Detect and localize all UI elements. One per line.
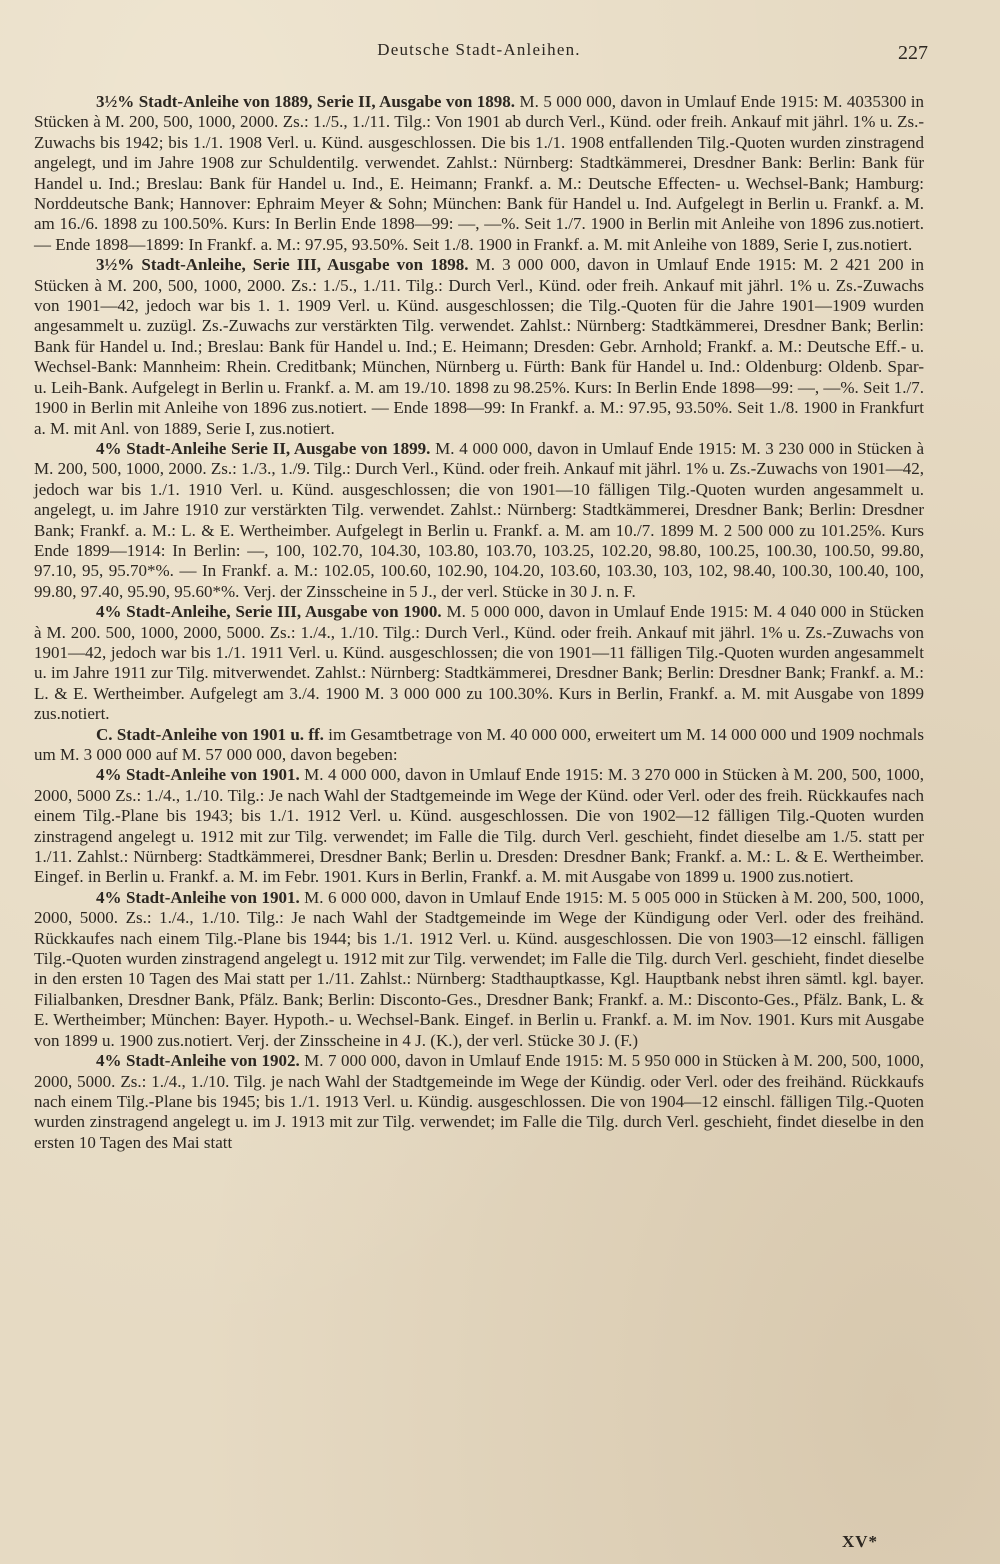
entry-heading: 4% Stadt-Anleihe Serie II, Ausgabe von 1899. <box>96 438 431 458</box>
entry-heading: 4% Stadt-Anleihe von 1902. <box>96 1051 300 1071</box>
entry-text: M. 5 000 000, davon in Umlauf Ende 1915: M. 4035300 in Stücken à M. 200, 500, 1000, 2000. Zs.: 1./5., 1./11. Tilg.: Von 1901 ab durch Verl., Künd. oder freih. Ankauf mit jährl. 1% u. Zs.-Zuwachs bis 1942; bis 1./1. 1908 Verl. u. Künd. ausgeschlossen. Die bis 1./1. 1908 entfallenden Tilg.-Quoten wurden zinstragend angelegt, und im Jahre 1908 zur Schuldentilg. verwendet. Zahlst.: Nürnberg: Stadtkämmerei, Dresdner Bank: Berlin: Bank für Handel u. Ind.; Breslau: Bank für Handel u. Ind., E. Heimann; Frankf. a. M.: Deutsche Effecten- u. Wechsel-Bank; Hamburg: Norddeutsche Bank; Hannover: Ephraim Meyer & Sohn; München: Bank für Handel u. Ind. Aufgelegt in Berlin u. Frankf. a. M. am 16./6. 1898 zu 100.50%. Kurs: In Berlin Ende 1898—99: —, —%. Seit 1./7. 1900 in Berlin mit Anleihe von 1896 zus.notiert. — Ende 1898—1899: In Frankf. a. M.: 97.95, 93.50%. Seit 1./8. 1900 in Frankf. a. M. mit Anleihe von 1889, Serie I, zus.notiert. <box>34 92 924 254</box>
entry-text: M. 4 000 000, davon in Umlauf Ende 1915: M. 3 270 000 in Stücken à M. 200, 500, 1000, 2000, 5000 Zs.: 1./4., 1./10. Tilg.: Je nach Wahl der Stadtgemeinde im Wege der Künd. oder Verl. oder des freih. Rückkaufes nach einem Tilg.-Plane bis 1943; bis 1./1. 1912 Verl. u. Künd. ausgeschlossen. Die von 1902—12 fälligen Tilg.-Quoten wurden zinstragend angelegt u. 1912 mit zur Tilg. verwendet; im Falle die Tilg. durch Verl. geschieht, findet dieselbe am 1./5. statt per 1./11. Zahlst.: Nürnberg: Stadtkämmerei, Dresdner Bank; Berlin u. Dresden: Dresdner Bank; Frankf. a. M.: L. & E. Wertheimber. Eingef. in Berlin u. Frankf. a. M. im Febr. 1901. Kurs in Berlin, Frankf. a. M. mit Ausgabe von 1899 u. 1900 zus.notiert. <box>34 765 924 887</box>
entry-heading: 3½% Stadt-Anleihe von 1889, Serie II, Ausgabe von 1898. <box>96 92 516 111</box>
entry-text: M. 5 000 000, davon in Umlauf Ende 1915: M. 4 040 000 in Stücken à M. 200. 500, 1000, 2000, 5000. Zs.: 1./4., 1./10. Tilg.: Durch Verl., Künd. oder freih. Ankauf mit jährl. 1% u. Zs.-Zuwachs von 1901—42, jedoch war bis 1./1. 1911 Verl. u. Künd. ausgeschlossen; die von 1901—11 fälligen Tilg.-Quoten wurden angesammelt u. im Jahre 1911 zur Tilg. mitverwendet. Zahlst.: Nürnberg: Stadtkämmerei, Dresdner Bank; Berlin: Dresdner Bank; Frankf. a. M.: L. & E. Wertheimber. Aufgelegt am 3./4. 1900 M. 3 000 000 zu 100.30%. Kurs in Berlin, Frankf. a. M. mit Ausgabe von 1899 zus.notiert. <box>34 602 924 724</box>
entry-heading: 4% Stadt-Anleihe von 1901. <box>96 765 300 785</box>
entry-text: im Gesamtbetrage von M. 40 000 000, erweitert um M. 14 000 000 und 1909 nochmals um M. 3 000 000 auf M. 57 000 000, davon begeben: <box>34 724 924 764</box>
entry-stadt-anleihe-serie-iii-1900 <box>34 602 924 724</box>
entry-heading: 3½% Stadt-Anleihe, Serie III, Ausgabe von 1898. <box>96 255 469 275</box>
entry-stadt-anleihe-1902 <box>34 1051 924 1153</box>
page <box>34 40 928 1153</box>
entry-heading: 4% Stadt-Anleihe, Serie III, Ausgabe von 1900. <box>96 602 442 622</box>
entry-text: M. 7 000 000, davon in Umlauf Ende 1915: M. 5 950 000 in Stücken à M. 200, 500, 1000, 2000, 5000. Zs.: 1./4., 1./10. Tilg. je nach Wahl der Stadtgemeinde im Wege der Kündig. oder Verl. oder des freihänd. Rückkaufs nach einem Tilg.-Plane bis 1945; bis 1./1. 1913 Verl. u. Kündig. ausgeschlossen. Die von 1904—12 einschl. fälligen Tilg.-Quoten wurden zinstragend angelegt u. im J. 1913 mit zur Tilg. verwendet; im Falle die Tilg. durch Verl. geschieht, findet dieselbe in den ersten 10 Tagen des Mai statt <box>34 1051 924 1152</box>
entry-stadt-anleihe-1901-b <box>34 888 924 1051</box>
running-head <box>34 40 928 72</box>
entry-stadt-anleihe-serie-iii-1898 <box>34 255 924 439</box>
entry-stadt-anleihe-serie-ii-1899 <box>34 439 924 602</box>
entry-text: M. 3 000 000, davon in Umlauf Ende 1915: M. 2 421 200 in Stücken à M. 200, 500, 1000, 2000. Zs.: 1./5., 1./11. Tilg.: Durch Verl., Künd. oder freih. Ankauf mit jährl. 1% u. Zs.-Zuwachs von 1901—42, jedoch war bis 1. 1. 1909 Verl. u. Künd. ausgeschlossen; die Tilg.-Quoten für die Jahre 1901—1909 wurden angesammelt u. zuzügl. Zs.-Zuwachs zur verstärkten Tilg. verwendet. Zahlst.: Nürnberg: Stadtkämmerei, Dresdner Bank; Berlin: Bank für Handel u. Ind.; Breslau: Bank für Handel u. Ind.; E. Heimann; Dresden: Gebr. Arnhold; Frankf. a. M.: Deutsche Eff.- u. Wechsel-Bank: Mannheim: Rhein. Creditbank; München, Nürnberg u. Fürth: Bank für Handel u. Ind.: Oldenburg: Oldenb. Spar- u. Leih-Bank. Aufgelegt in Berlin u. Frankf. a. M. am 19./10. 1898 zu 98.25%. Kurs: In Berlin Ende 1898—99: —, —%. Seit 1./7. 1900 in Berlin mit Anleihe von 1896 zus.notiert. — Ende 1898—99: In Frankf. a. M.: 97.95, 93.50%. Seit 1./8. 1900 in Frankfurt a. M. mit Anl. von 1889, Serie I, zus.notiert. <box>34 255 924 438</box>
entry-heading: 4% Stadt-Anleihe von 1901. <box>96 887 300 907</box>
body-text <box>34 92 924 1153</box>
entry-stadt-anleihe-1889-serie-ii <box>34 92 924 255</box>
entry-text: M. 6 000 000, davon in Umlauf Ende 1915: M. 5 005 000 in Stücken à M. 200, 500, 1000, 2000, 5000. Zs.: 1./4., 1./10. Tilg.: Je nach Wahl der Stadtgemeinde im Wege der Kündigung oder Verl. oder des freihänd. Rückkaufes nach einem Tilg.-Plane bis 1944; bis 1./1. 1912 Verl. u. Künd. ausgeschlossen. Die von 1903—12 einschl. fälligen Tilg.-Quoten wurden zinstragend angelegt u. 1912 mit zur Tilg. verwendet; im Falle die Tilg. durch Verl. geschieht, findet dieselbe in den ersten 10 Tagen des Mai statt per 1./11. Zahlst.: Nürnberg: Stadthauptkasse, Kgl. Hauptbank nebst ihren sämtl. kgl. bayer. Filialbanken, Dresdner Bank, Pfälz. Bank; Berlin: Disconto-Ges., Dresdner Bank; Frankf. a. M.: Disconto-Ges., Pfälz. Bank, L. & E. Wertheimber; München: Bayer. Hypoth.- u. Wechsel-Bank. Eingef. in Berlin u. Frankf. a. M. im Nov. 1901. Kurs mit Ausgabe von 1899 u. 1900 zus.notiert. Verj. der Zinsscheine in 4 J. (K.), der verl. Stücke 30 J. (F.) <box>34 887 924 1050</box>
entry-text: M. 4 000 000, davon in Umlauf Ende 1915: M. 3 230 000 in Stücken à M. 200, 500, 1000, 2000. Zs.: 1./3., 1./9. Tilg.: Durch Verl., Künd. oder freih. Ankauf mit jährl. 1% u. Zs.-Zuwachs von 1901—42, jedoch war bis 1./1. 1910 Verl. u. Künd. ausgeschlossen; die von 1901—10 fälligen Tilg.-Quoten wurden angesammelt u. angelegt, u. im Jahre 1910 zur verstärkten Tilg. verwendet. Zahlst.: Nürnberg: Stadtkämmerei, Dresdner Bank; Berlin: Dresdner Bank; Frankf. a. M.: L. & E. Wertheimber. Aufgelegt in Berlin u. Frankf. a. M. am 10./7. 1899 M. 2 500 000 zu 101.25%. Kurs Ende 1899—1914: In Berlin: —, 100, 102.70, 104.30, 103.80, 103.70, 103.25, 102.20, 98.80, 100.25, 100.30, 100.50, 99.80, 97.10, 95, 95.70*%. — In Frankf. a. M.: 102.05, 100.60, 102.90, 104.20, 103.60, 103.30, 103, 102, 98.40, 100.30, 100.40, 100, 99.80, 97.40, 95.90, 95.60*%. Verj. der Zinsscheine in 5 J., der verl. Stücke in 30 J. n. F. <box>34 438 924 601</box>
entry-stadt-anleihe-1901-a <box>34 765 924 887</box>
entry-c-stadt-anleihe-1901-ff <box>34 725 924 766</box>
page-number: 227 <box>898 42 928 64</box>
entry-heading: C. Stadt-Anleihe von 1901 u. ff. <box>96 724 324 744</box>
running-title: Deutsche Stadt-Anleihen. <box>377 40 581 59</box>
sheet-signature: XV* <box>841 1532 878 1551</box>
